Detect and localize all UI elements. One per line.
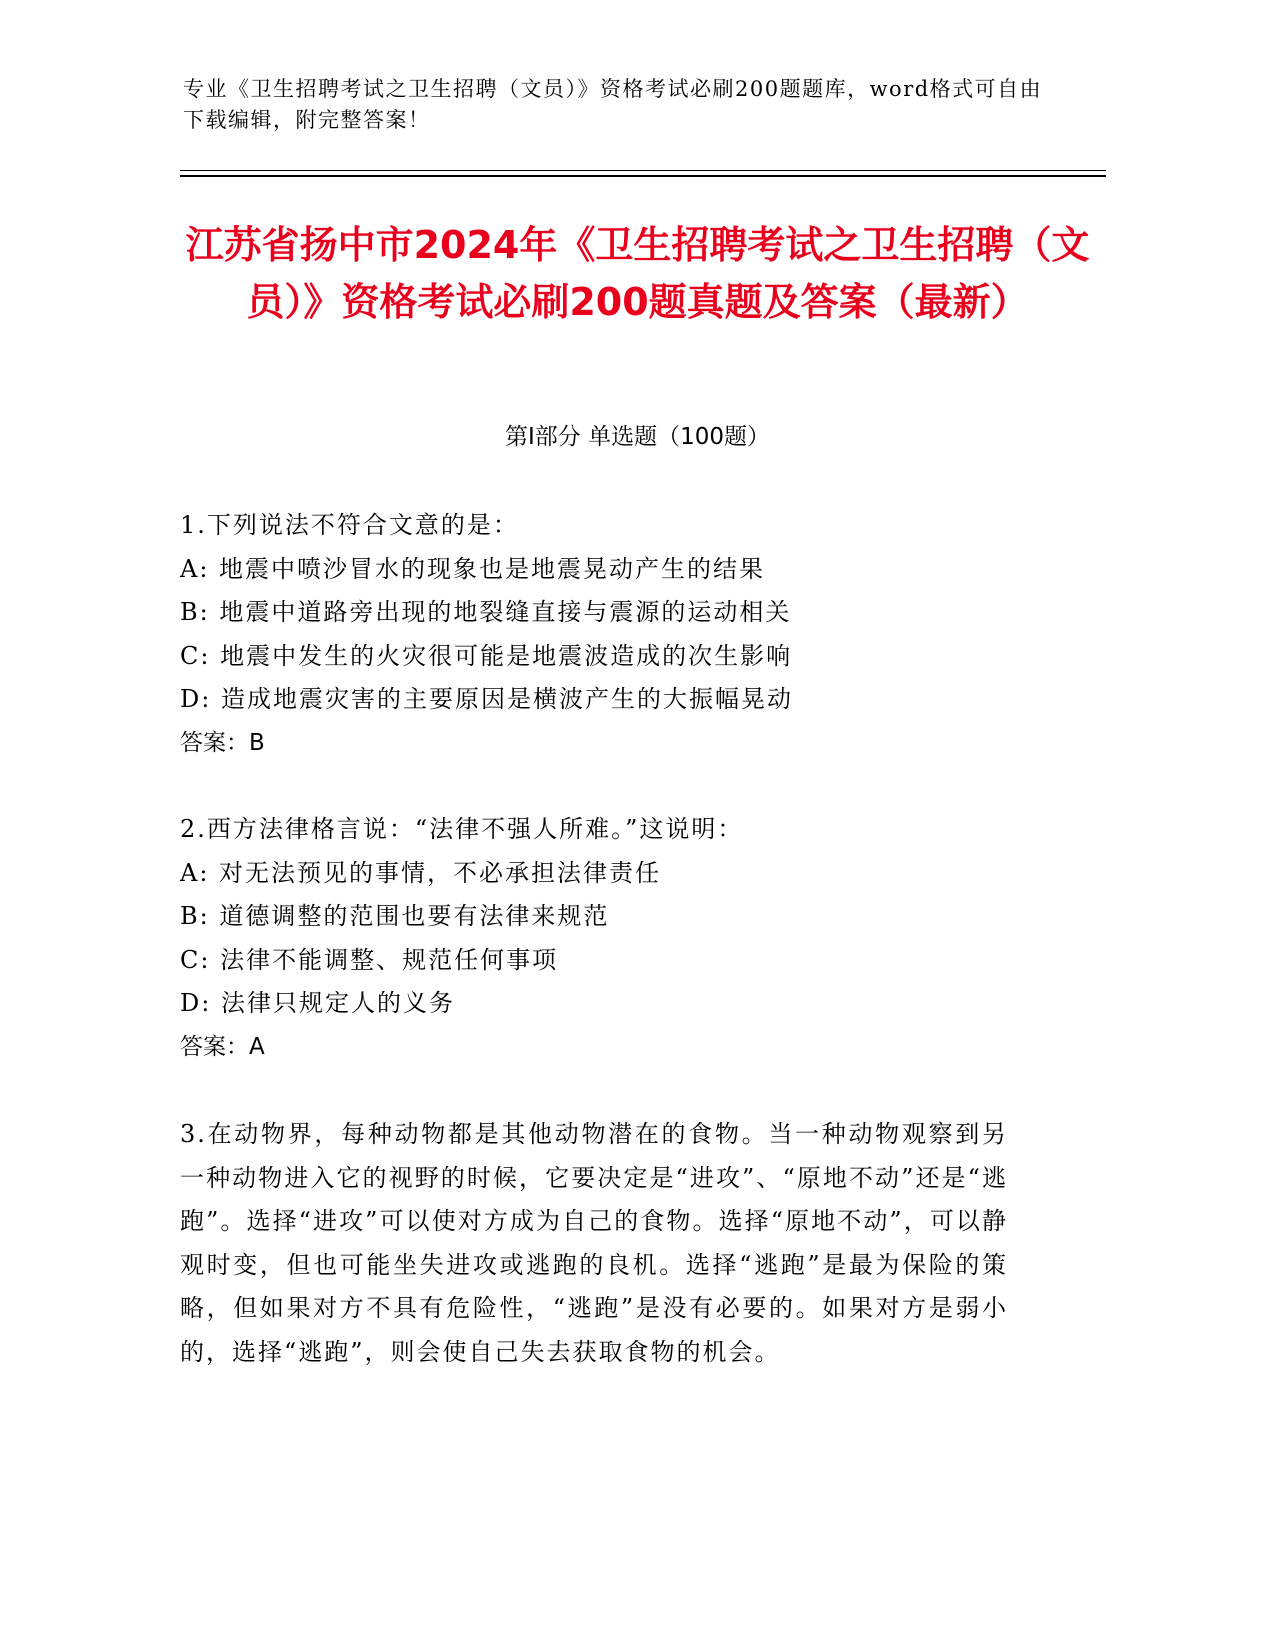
option-c: C: 地震中发生的火灾很可能是地震波造成的次生影响 — [180, 641, 793, 670]
header-divider-thin — [180, 170, 1106, 171]
section-heading: 第Ⅰ部分 单选题（100题） — [505, 424, 770, 450]
option-d: D: 造成地震灾害的主要原因是横波产生的大振幅晃动 — [180, 685, 793, 713]
answer-line: 答案：A — [180, 1033, 265, 1060]
option-a: A: 地震中喷沙冒水的现象也是地震晃动产生的结果 — [180, 554, 766, 583]
header-divider-thick — [180, 175, 1106, 177]
answer-line: 答案：B — [180, 729, 265, 756]
document-title: 江苏省扬中市2024年《卫生招聘考试之卫生招聘（文员）》资格考试必刷200题真题及答案（最新） — [185, 223, 1090, 324]
question-1 — [180, 504, 1040, 765]
question-stem: 1.下列说法不符合文意的是： — [180, 511, 519, 539]
question-stem: 3.在动物界，每种动物都是其他动物潜在的食物。当一种动物观察到另一种动物进入它的视野的时候，它要决定是“进攻”、“原地不动”还是“逃跑”。选择“进攻”可以使对方成为自己的食物。选择“原地不动”，可以静观时变，但也可能坐失进攻或逃跑的良机。选择“逃跑”是最为保险的策略，但如果对方不具有危险性，“逃跑”是没有必要的。如果对方是弱小的，选择“逃跑”，则会使自己失去获取食物的机会。 — [180, 1120, 1008, 1366]
header-note: 专业《卫生招聘考试之卫生招聘（文员）》资格考试必刷200题题库，word格式可自由下载编辑，附完整答案！ — [183, 77, 1043, 132]
question-3 — [180, 1113, 1040, 1374]
option-a: A: 对无法预见的事情，不必承担法律责任 — [180, 858, 662, 887]
option-c: C: 法律不能调整、规范任何事项 — [180, 945, 559, 974]
option-d: D: 法律只规定人的义务 — [180, 989, 455, 1017]
option-b: B: 地震中道路旁出现的地裂缝直接与震源的运动相关 — [180, 598, 792, 626]
question-2 — [180, 808, 1040, 1069]
question-stem: 2.西方法律格言说：“法律不强人所难。”这说明： — [180, 815, 744, 843]
option-b: B: 道德调整的范围也要有法律来规范 — [180, 902, 610, 930]
